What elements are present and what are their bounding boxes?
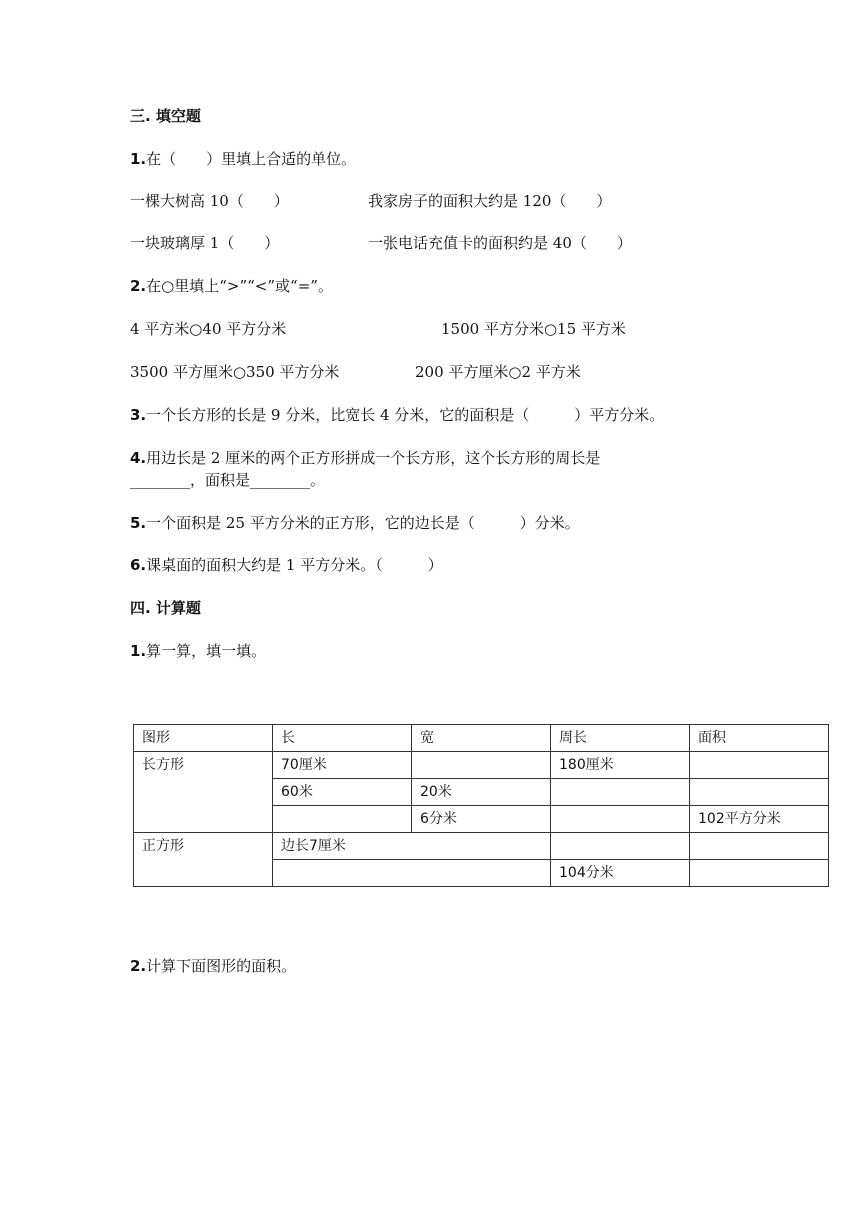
question-number: 1. <box>130 642 147 660</box>
q1-item-1: 一棵大树高 10（ ） <box>130 192 289 210</box>
question-4 <box>130 448 600 468</box>
q1-item-3: 一块玻璃厚 1（ ） <box>130 234 280 252</box>
calc-question-2 <box>130 956 296 976</box>
question-text: 用边长是 2 厘米的两个正方形拼成一个长方形，这个长方形的周长是 <box>146 449 601 467</box>
calc-question-1 <box>130 641 266 661</box>
header-cell: 图形 <box>134 725 273 752</box>
question-number: 2. <box>130 957 147 975</box>
question-number: 1. <box>130 150 147 168</box>
table-cell <box>551 779 690 806</box>
table-cell <box>690 779 829 806</box>
question-1 <box>130 149 356 169</box>
table-row <box>134 752 829 779</box>
question-3 <box>130 405 664 425</box>
q1-item-2: 我家房子的面积大约是 120（ ） <box>368 192 612 210</box>
table-cell <box>690 860 829 887</box>
question-number: 6. <box>130 556 147 574</box>
header-cell: 长 <box>273 725 412 752</box>
question-number: 5. <box>130 514 147 532</box>
q2-item-2: 1500 平方分米○15 平方米 <box>441 320 626 338</box>
question-text: 算一算，填一填。 <box>146 642 267 660</box>
table-cell: 20米 <box>412 779 551 806</box>
table-cell: 边长7厘米 <box>273 833 551 860</box>
question-6 <box>130 555 443 575</box>
question-text: 计算下面图形的面积。 <box>146 957 297 975</box>
question-text: 一个长方形的长是 9 分米，比宽长 4 分米，它的面积是（ ）平方分米。 <box>146 406 665 424</box>
question-text: 一个面积是 25 平方分米的正方形，它的边长是（ ）分米。 <box>146 514 580 532</box>
q2-item-4: 200 平方厘米○2 平方米 <box>415 363 581 381</box>
table-cell <box>273 860 551 887</box>
table-cell: 60米 <box>273 779 412 806</box>
q2-item-1: 4 平方米○40 平方分米 <box>130 320 287 338</box>
table-header-row <box>134 725 829 752</box>
table-cell <box>412 752 551 779</box>
table-cell <box>690 752 829 779</box>
table-row <box>134 833 829 860</box>
header-cell: 面积 <box>690 725 829 752</box>
table-cell <box>690 833 829 860</box>
question-4-line-2: ________，面积是________。 <box>130 471 326 489</box>
table-cell <box>551 833 690 860</box>
shape-table <box>133 724 829 887</box>
table-cell: 102平方分米 <box>690 806 829 833</box>
table-cell: 70厘米 <box>273 752 412 779</box>
section-3-title: 三. 填空题 <box>130 107 201 125</box>
table-cell: 6分米 <box>412 806 551 833</box>
question-text: 在○里填上“>”“<”或“=”。 <box>146 277 333 295</box>
header-cell: 周长 <box>551 725 690 752</box>
question-number: 2. <box>130 277 147 295</box>
section-4-title: 四. 计算题 <box>130 599 201 617</box>
square-label-cell: 正方形 <box>134 833 273 887</box>
question-text: 课桌面的面积大约是 1 平方分米。（ ） <box>146 556 443 574</box>
question-5 <box>130 513 580 533</box>
table-cell: 180厘米 <box>551 752 690 779</box>
q2-item-3: 3500 平方厘米○350 平方分米 <box>130 363 340 381</box>
table-cell <box>551 806 690 833</box>
header-cell: 宽 <box>412 725 551 752</box>
question-2 <box>130 276 333 296</box>
table-cell <box>273 806 412 833</box>
question-number: 4. <box>130 449 147 467</box>
question-text: 在（ ）里填上合适的单位。 <box>146 150 357 168</box>
question-number: 3. <box>130 406 147 424</box>
rect-label-cell: 长方形 <box>134 752 273 833</box>
table-cell: 104分米 <box>551 860 690 887</box>
q1-item-4: 一张电话充值卡的面积约是 40（ ） <box>368 234 632 252</box>
